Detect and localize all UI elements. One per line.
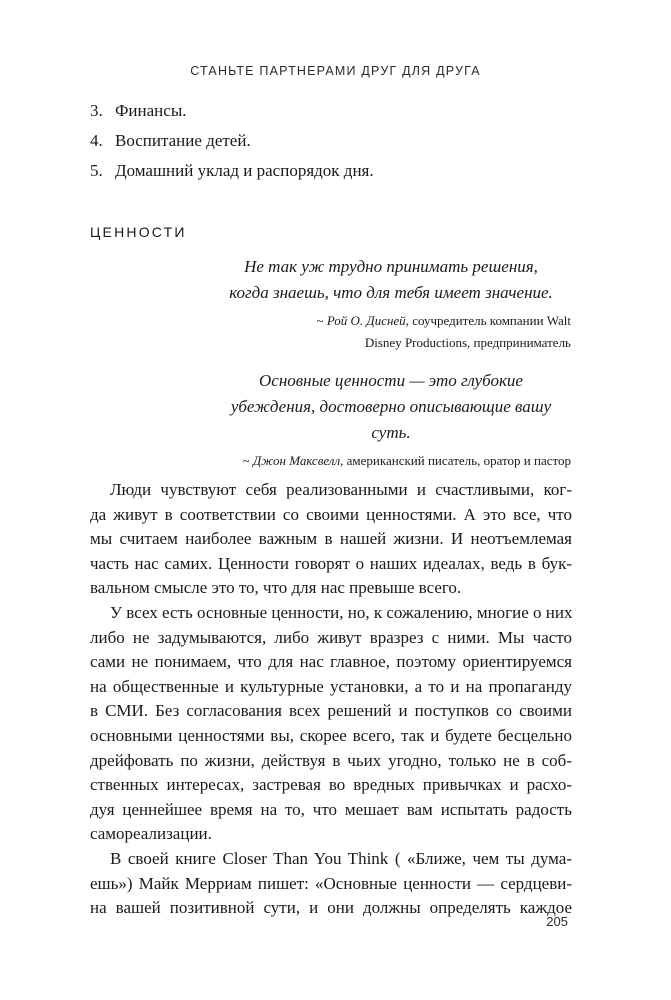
epigraph-attribution: [91, 310, 571, 354]
list-item: [90, 96, 570, 126]
text-line: на вашей позитивной сути, и они должны определять каждое: [90, 898, 572, 918]
attribution-text: , американский писатель, оратор и пастор: [340, 453, 571, 468]
list-item-text: Воспитание детей.: [115, 131, 251, 150]
text-line: ственных интересах, застревая во вредных привычках и расхо-: [90, 775, 572, 795]
text-line: часть нас самих. Ценности говорят о наших идеалах, ведь в бук-: [90, 553, 572, 573]
quote-line: Основные ценности — это глубокие: [259, 371, 523, 390]
attribution-author: Джон Максвелл: [252, 453, 341, 468]
text-line: мы считаем наиболее важным в нашей жизни. И неотъемлемая: [90, 529, 572, 549]
quote-line: Не так уж трудно принимать решения,: [244, 257, 538, 276]
paragraph: [90, 601, 572, 847]
list-item: [90, 126, 570, 156]
text-line: в СМИ. Без согласования всех решений и поступков со своими: [90, 701, 572, 721]
epigraph-quote: [91, 368, 571, 446]
attribution-text: Disney Productions, предприниматель: [364, 335, 571, 350]
text-line: либо не задумываются, либо живут вразрез с ними. Мы часто: [90, 627, 572, 647]
text-line: ешь») Майк Мерриам пишет: «Основные ценности — сердцеви-: [90, 873, 572, 893]
epigraph-attribution: [91, 450, 571, 472]
attribution-prefix: ~: [316, 313, 327, 328]
quote-line: убеждения, достоверно описывающие вашу: [230, 397, 552, 416]
text-line: самореализации.: [90, 824, 212, 844]
body-text: [90, 478, 572, 921]
list-item-text: Домашний уклад и распорядок дня.: [115, 161, 374, 180]
page-number: 205: [546, 914, 568, 929]
paragraph: [90, 478, 572, 601]
epigraph: [91, 254, 571, 354]
attribution-prefix: ~: [242, 453, 253, 468]
epigraph-quote: [91, 254, 571, 306]
text-line: основными ценностями вы, скорее всего, так и будете бесцельно: [90, 725, 572, 745]
attribution-text: , соучредитель компании Walt: [405, 313, 571, 328]
list-item-number: 5.: [90, 161, 103, 180]
section-heading: ЦЕННОСТИ: [90, 224, 187, 240]
quote-line: суть.: [371, 423, 411, 442]
list-item: [90, 156, 570, 186]
quote-line: когда знаешь, что для тебя имеет значение.: [229, 283, 553, 302]
text-line: дрейфовать по жизни, действуя в чьих угодно, только не в соб-: [90, 750, 572, 770]
numbered-list: [90, 96, 570, 186]
text-line: вальном смысле это то, что для нас превыше всего.: [90, 578, 462, 598]
text-line: сами не понимаем, что для нас главное, поэтому ориентируемся: [90, 652, 572, 672]
text-line: на общественные и культурные установки, а то и на пропаганду: [90, 676, 572, 696]
text-line: В своей книге Closer Than You Think ( «Ближе, чем ты дума-: [110, 848, 572, 868]
list-item-number: 3.: [90, 101, 103, 120]
running-head: СТАНЬТЕ ПАРТНЕРАМИ ДРУГ ДЛЯ ДРУГА: [190, 64, 481, 78]
text-line: У всех есть основные ценности, но, к сожалению, многие о них: [110, 602, 573, 622]
text-line: дуя ценнейшее время на то, что мешает вам испытать радость: [90, 799, 572, 819]
paragraph: [90, 847, 572, 921]
list-item-text: Финансы.: [115, 101, 187, 120]
attribution-author: Рой О. Дисней: [326, 313, 406, 328]
text-line: да живут в соответствии со своими ценностями. А это все, что: [90, 504, 572, 524]
text-line: Люди чувствуют себя реализованными и счастливыми, ког-: [110, 480, 572, 499]
list-item-number: 4.: [90, 131, 103, 150]
epigraph: [91, 368, 571, 472]
